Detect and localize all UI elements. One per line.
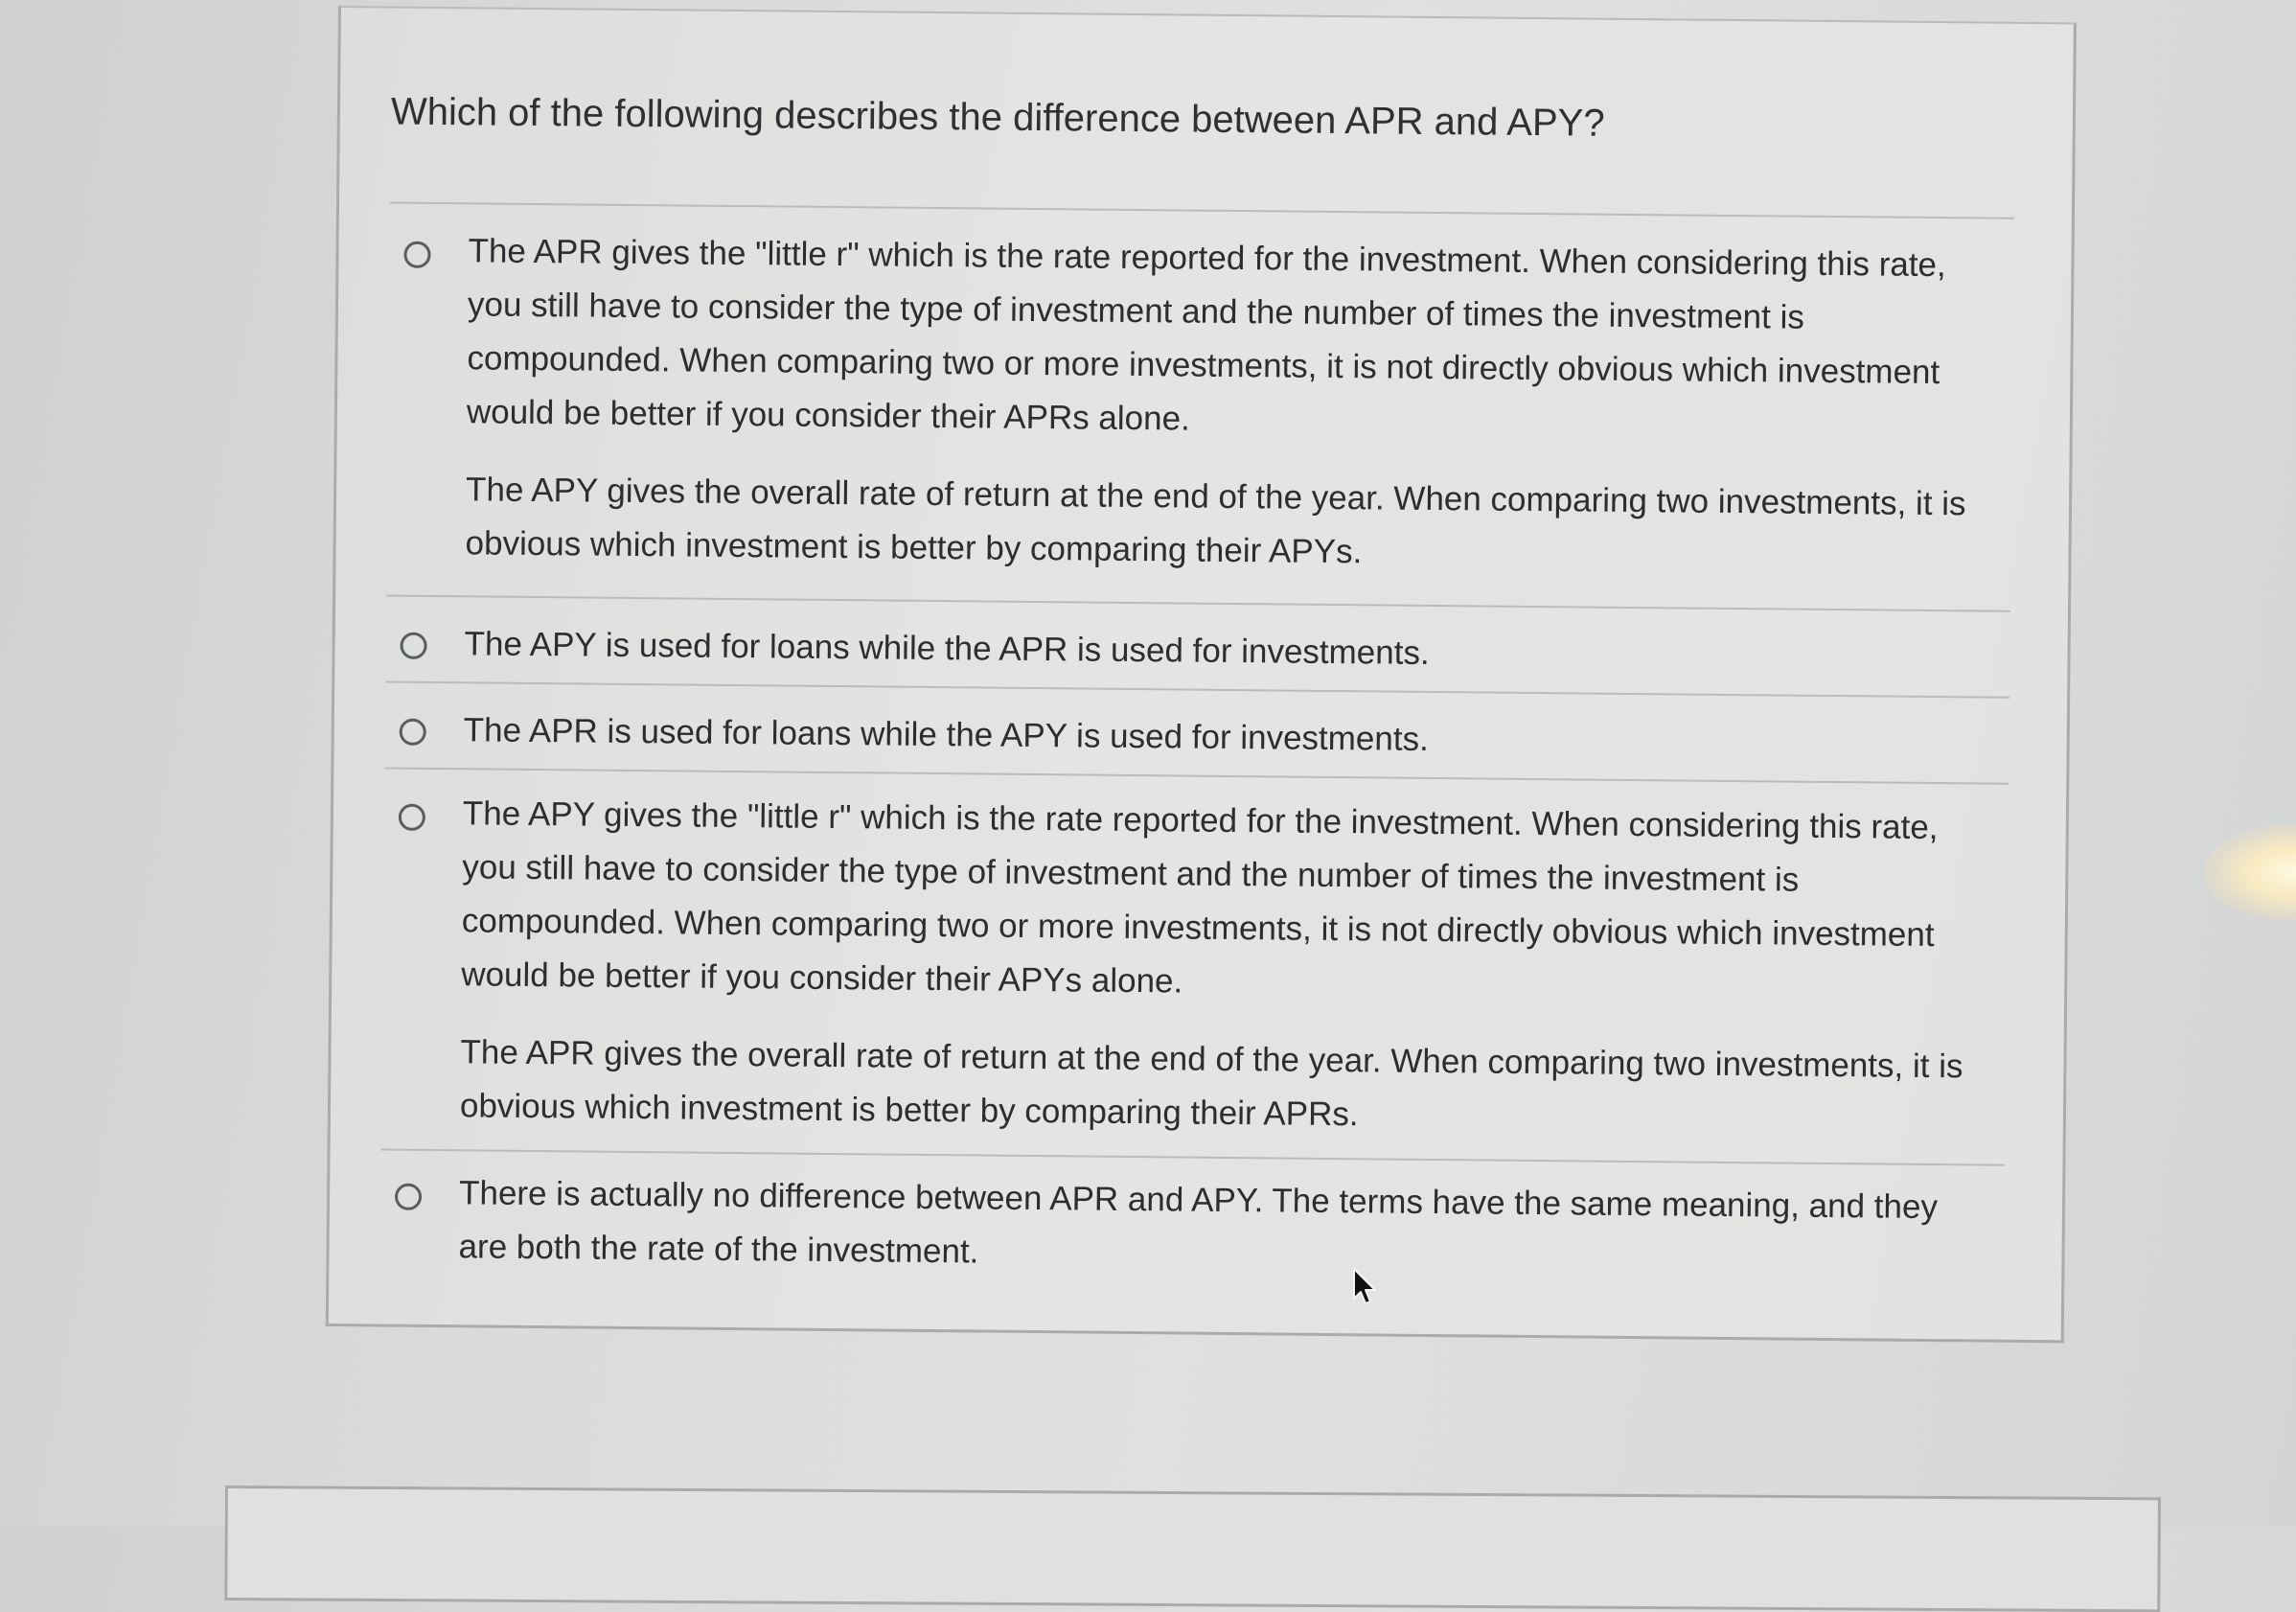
- radio-icon[interactable]: [400, 633, 426, 659]
- choice-text: [460, 787, 1996, 1147]
- divider: [390, 202, 2014, 219]
- choice-paragraph: The APR gives the overall rate of return at the end of the year. When comparing two investments, it is obvious which investment is better by comparing their APRs.: [459, 1033, 1963, 1134]
- choice-paragraph: The APY is used for loans while the APR is used for investments.: [464, 625, 1430, 672]
- choice-text: [465, 224, 2001, 585]
- radio-icon[interactable]: [400, 719, 426, 746]
- radio-icon[interactable]: [395, 1184, 422, 1210]
- answer-choice-3[interactable]: [385, 703, 2005, 758]
- answer-choice-1[interactable]: [390, 224, 2009, 571]
- choice-paragraph: The APY gives the overall rate of return at the end of the year. When comparing two investments, it is obvious which investment is better by comparing their APYs.: [465, 471, 1966, 571]
- choice-paragraph: The APR gives the "little r" which is the rate reported for the investment. When considering this rate, you still have to consider the type of investment and the number of times the investment is compounded. When comparing two or more investments, it is not directly obvious which investment would be better if you consider their APRs alone.: [466, 232, 1946, 438]
- choice-text: [463, 703, 1996, 771]
- choice-paragraph: The APR is used for loans while the APY is used for investments.: [463, 711, 1429, 758]
- choice-paragraph: The APY gives the "little r" which is the rate reported for the investment. When considering this rate, you still have to consider the type of investment and the number of times the investment is compounded. When comparing two or more investments, it is not directly obvious which investment would be better if you consider their APYs alone.: [461, 794, 1939, 1001]
- question-card: [326, 6, 2077, 1343]
- choice-paragraph: There is actually no difference between APR and APY. The terms have the same meaning, and they are both the rate of the investment.: [458, 1174, 1939, 1271]
- question-prompt: Which of the following describes the difference between APR and APY?: [390, 90, 1605, 145]
- next-question-card: [224, 1485, 2161, 1612]
- answer-choice-5[interactable]: [380, 1165, 2000, 1271]
- choice-text: [458, 1166, 1992, 1288]
- radio-icon[interactable]: [403, 242, 430, 268]
- answer-choice-2[interactable]: [386, 617, 2006, 672]
- radio-icon[interactable]: [399, 804, 425, 831]
- answer-choice-4[interactable]: [384, 787, 2004, 1134]
- mouse-pointer-icon: [1351, 1267, 1380, 1307]
- screen-glare: [2204, 824, 2296, 920]
- choice-text: [464, 617, 1997, 685]
- divider: [381, 1148, 2006, 1165]
- divider: [386, 595, 2010, 612]
